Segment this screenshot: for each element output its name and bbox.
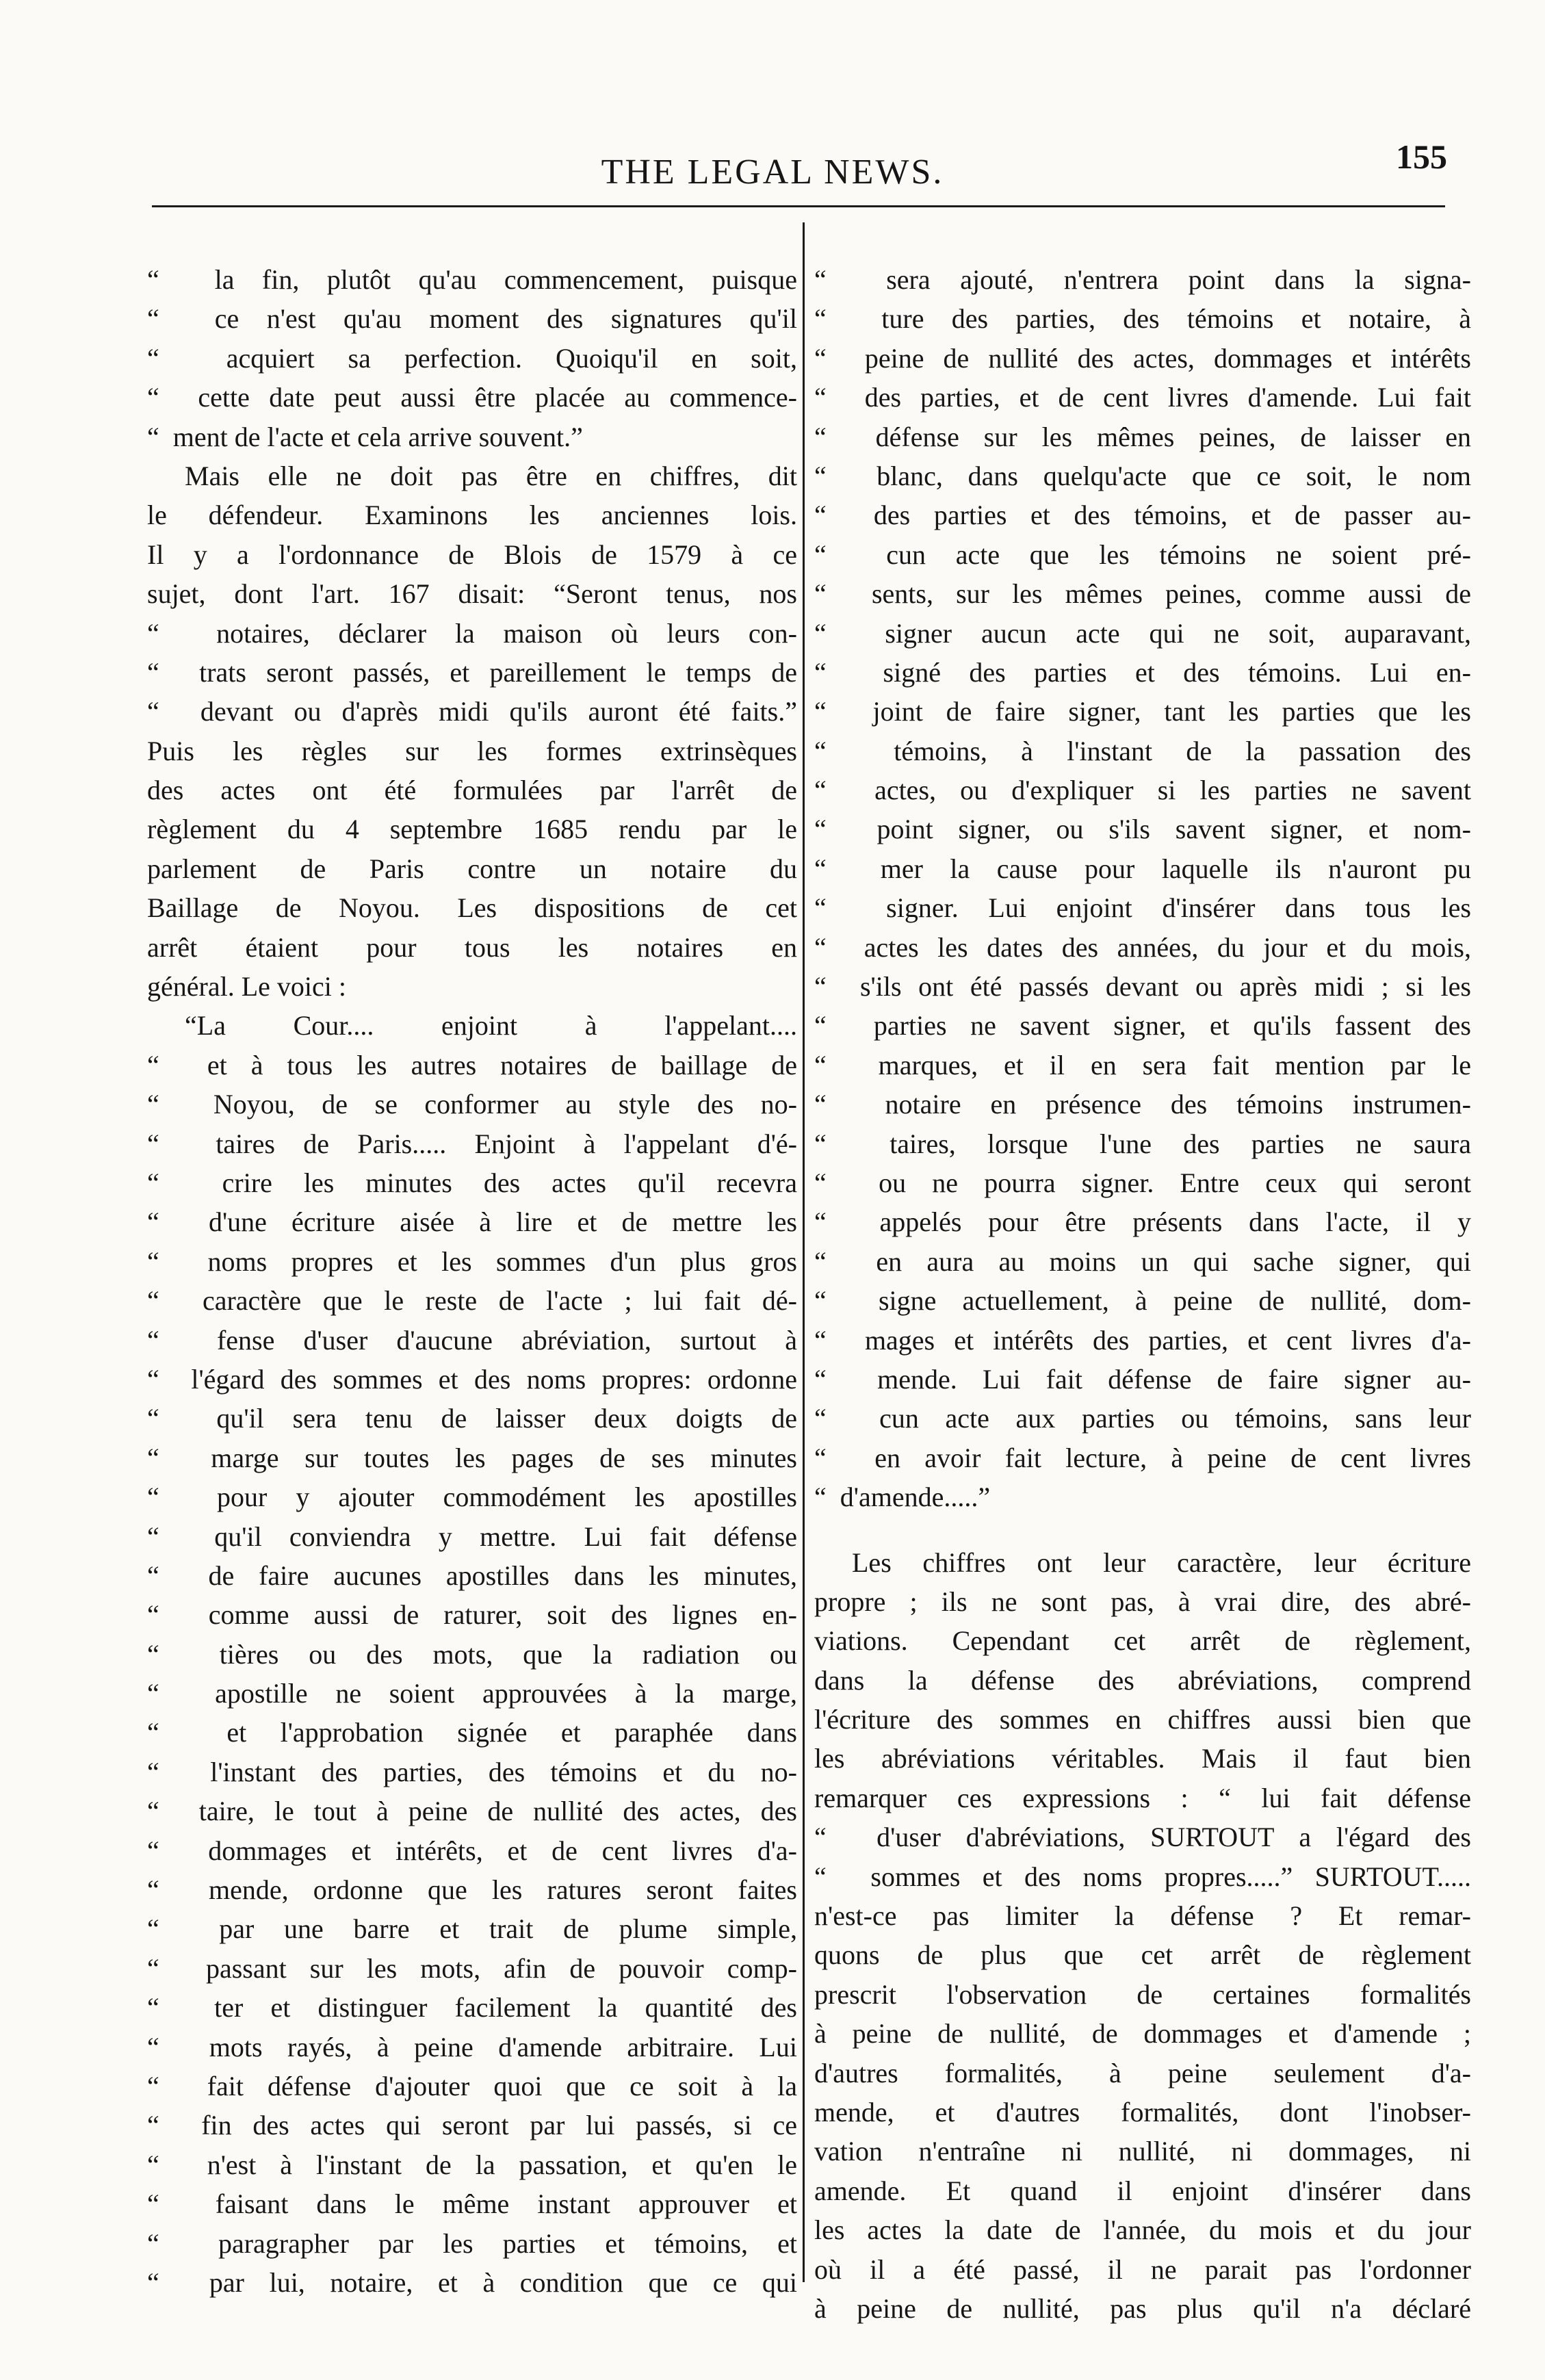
text-line: vation n'entraîne ni nullité, ni dommages, ni [814,2136,1471,2167]
text-line: “ l'instant des parties, des témoins et du no- [147,1752,797,1792]
text-line: “ en aura au moins un qui sache signer, qui [814,1242,1471,1281]
text-line: “ cette date peut aussi être placée au commence- [147,378,797,417]
text-line: “ mende. Lui fait défense de faire signer au- [814,1360,1471,1399]
text-line: le défendeur. Examinons les anciennes lois. [147,500,797,531]
text-line: des actes ont été formulées par l'arrêt de [147,775,797,806]
text-line: prescrit l'observation de certaines formalités [814,1978,1471,2010]
text-line: “ fait défense d'ajouter quoi que ce soit à la [147,2067,797,2106]
text-line: n'est-ce pas limiter la défense ? Et remar- [814,1900,1471,1932]
text-line: “ l'égard des sommes et des noms propres: ordonne [147,1360,797,1399]
text-line: où il a été passé, il ne parait pas l'ordonner [814,2253,1471,2285]
text-line: “ d'user d'abréviations, SURTOUT a l'égard des [814,1818,1471,1857]
text-line: “ et à tous les autres notaires de baillage de [147,1046,797,1085]
text-line: “ des parties, et de cent livres d'amende. Lui fait [814,378,1471,417]
text-line: “ marge sur toutes les pages de ses minutes [147,1438,797,1477]
text-line: “ parties ne savent signer, et qu'ils fassent des [814,1006,1471,1045]
text-line: “ mer la cause pour laquelle ils n'auront pu [814,849,1471,888]
text-line: Puis les règles sur les formes extrinsèques [147,735,797,766]
header-rule [152,205,1445,207]
text-line: “ tières ou des mots, que la radiation ou [147,1635,797,1674]
text-line: quons de plus que cet arrêt de règlement [814,1939,1471,1971]
text-line: les abréviations véritables. Mais il faut bien [814,1743,1471,1774]
text-line: “ signer. Lui enjoint d'insérer dans tous les [814,888,1471,927]
text-line: mende, et d'autres formalités, dont l'inobser- [814,2096,1471,2127]
text-line: parlement de Paris contre un notaire du [147,853,797,884]
text-line: “ trats seront passés, et pareillement le temps de [147,653,797,692]
text-line: “ qu'il conviendra y mettre. Lui fait défense [147,1517,797,1556]
text-line: remarquer ces expressions : “ lui fait défense [814,1782,1471,1813]
text-line: Baillage de Noyou. Les dispositions de cet [147,892,797,924]
text-line: “ devant ou d'après midi qu'ils auront été faits.” [147,692,797,731]
text-line: “ ce n'est qu'au moment des signatures qu'il [147,299,797,338]
text-line: “ comme aussi de raturer, soit des lignes en- [147,1595,797,1634]
text-line: “ joint de faire signer, tant les parties que les [814,692,1471,731]
text-line: “ ter et distinguer facilement la quantité des [147,1988,797,2027]
text-line: “ point signer, ou s'ils savent signer, et nom- [814,810,1471,849]
text-line: “ Noyou, de se conformer au style des no- [147,1085,797,1124]
text-line: “ cun acte aux parties ou témoins, sans leur [814,1399,1471,1438]
text-line: “ par lui, notaire, et à condition que ce qui [147,2263,797,2302]
text-line: “ faisant dans le même instant approuver et [147,2184,797,2223]
text-line: “ par une barre et trait de plume simple, [147,1909,797,1948]
text-line: “ témoins, à l'instant de la passation des [814,732,1471,771]
text-line: “ la fin, plutôt qu'au commencement, puisque [147,260,797,299]
text-line: l'écriture des sommes en chiffres aussi bien que [814,1704,1471,1735]
text-line: “ sents, sur les mêmes peines, comme aussi de [814,574,1471,613]
text-line: “ notaire en présence des témoins instrumen- [814,1085,1471,1124]
text-line: “ blanc, dans quelqu'acte que ce soit, le nom [814,456,1471,495]
text-line: “ fense d'user d'aucune abréviation, surtout à [147,1321,797,1360]
text-line: “ passant sur les mots, afin de pouvoir comp- [147,1949,797,1988]
text-line: “ signer aucun acte qui ne soit, auparavant, [814,614,1471,653]
text-line: arrêt étaient pour tous les notaires en [147,931,797,963]
page-number: 155 [1396,138,1447,176]
text-line: Mais elle ne doit pas être en chiffres, dit [185,460,797,491]
text-line: “ signé des parties et des témoins. Lui en- [814,653,1471,692]
text-line: amende. Et quand il enjoint d'insérer dans [814,2175,1471,2206]
text-line: “ ment de l'acte et cela arrive souvent.” [147,417,797,456]
right-column [814,260,1471,2328]
text-line: “ peine de nullité des actes, dommages et intérêts [814,339,1471,378]
text-line: “ mots rayés, à peine d'amende arbitraire. Lui [147,2028,797,2067]
text-line: “ signe actuellement, à peine de nullité, dom- [814,1281,1471,1320]
text-line: “ en avoir fait lecture, à peine de cent livres [814,1438,1471,1477]
text-line: “ mende, ordonne que les ratures seront faites [147,1870,797,1909]
text-line: “ sera ajouté, n'entrera point dans la signa- [814,260,1471,299]
text-line: “ d'une écriture aisée à lire et de mettre les [147,1202,797,1241]
text-line: à peine de nullité, pas plus qu'il n'a déclaré [814,2292,1471,2324]
text-line: “ marques, et il en sera fait mention par le [814,1046,1471,1085]
text-line: “ s'ils ont été passés devant ou après midi ; si les [814,967,1471,1006]
text-line: “ dommages et intérêts, et de cent livres d'a- [147,1831,797,1870]
text-line: “ noms propres et les sommes d'un plus gros [147,1242,797,1281]
text-line: “ caractère que le reste de l'acte ; lui fait dé- [147,1281,797,1320]
text-line: “ taires de Paris..... Enjoint à l'appelant d'é- [147,1124,797,1163]
text-line: général. Le voici : [147,971,346,1003]
text-line: “ apostille ne soient approuvées à la marge, [147,1674,797,1713]
text-line: viations. Cependant cet arrêt de règlement, [814,1625,1471,1657]
text-line: d'autres formalités, à peine seulement d'a- [814,2057,1471,2088]
text-line: “ sommes et des noms propres.....” SURTOUT..... [814,1857,1471,1896]
text-line: “ ture des parties, des témoins et notaire, à [814,299,1471,338]
text-line: “ actes, ou d'expliquer si les parties ne savent [814,771,1471,810]
text-line: “ fin des actes qui seront par lui passés, si ce [147,2106,797,2145]
text-line: “ paragrapher par les parties et témoins, et [147,2224,797,2263]
text-line: “La Cour.... enjoint à l'appelant.... [185,1010,797,1042]
text-line: “ défense sur les mêmes peines, de laisser en [814,417,1471,456]
text-line: “ appelés pour être présents dans l'acte, il y [814,1202,1471,1241]
text-line: “ cun acte que les témoins ne soient pré- [814,535,1471,574]
text-line: “ qu'il sera tenu de laisser deux doigts de [147,1399,797,1438]
text-line: “ n'est à l'instant de la passation, et qu'en le [147,2145,797,2184]
page-header-title: THE LEGAL NEWS. [601,153,944,192]
text-line: “ de faire aucunes apostilles dans les minutes, [147,1556,797,1595]
text-line: “ des parties et des témoins, et de passer au- [814,495,1471,534]
text-line: “ mages et intérêts des parties, et cent livres d'a- [814,1321,1471,1360]
text-line: “ acquiert sa perfection. Quoiqu'il en soit, [147,339,797,378]
text-line: Il y a l'ordonnance de Blois de 1579 à ce [147,539,797,570]
text-line: “ taires, lorsque l'une des parties ne saura [814,1124,1471,1163]
text-line: “ notaires, déclarer la maison où leurs con- [147,614,797,653]
text-line: “ taire, le tout à peine de nullité des actes, des [147,1792,797,1831]
column-divider [803,222,805,2282]
text-line: “ actes les dates des années, du jour et du mois, [814,928,1471,967]
text-line: les actes la date de l'année, du mois et du jour [814,2214,1471,2246]
text-line: dans la défense des abréviations, comprend [814,1664,1471,1696]
left-column [147,260,797,2302]
text-line: “ pour y ajouter commodément les apostilles [147,1477,797,1516]
text-line: “ crire les minutes des actes qu'il recevra [147,1163,797,1202]
text-line: à peine de nullité, de dommages et d'amende ; [814,2018,1471,2049]
text-line: “ ou ne pourra signer. Entre ceux qui seront [814,1163,1471,1202]
text-line: propre ; ils ne sont pas, à vrai dire, des abré- [814,1586,1471,1617]
text-line: “ d'amende.....” [814,1477,1471,1516]
text-line: Les chiffres ont leur caractère, leur écriture [852,1547,1471,1578]
text-line: “ et l'approbation signée et paraphée dans [147,1713,797,1752]
text-line: sujet, dont l'art. 167 disait: “Seront tenus, nos [147,578,797,610]
text-line: règlement du 4 septembre 1685 rendu par le [147,814,797,845]
